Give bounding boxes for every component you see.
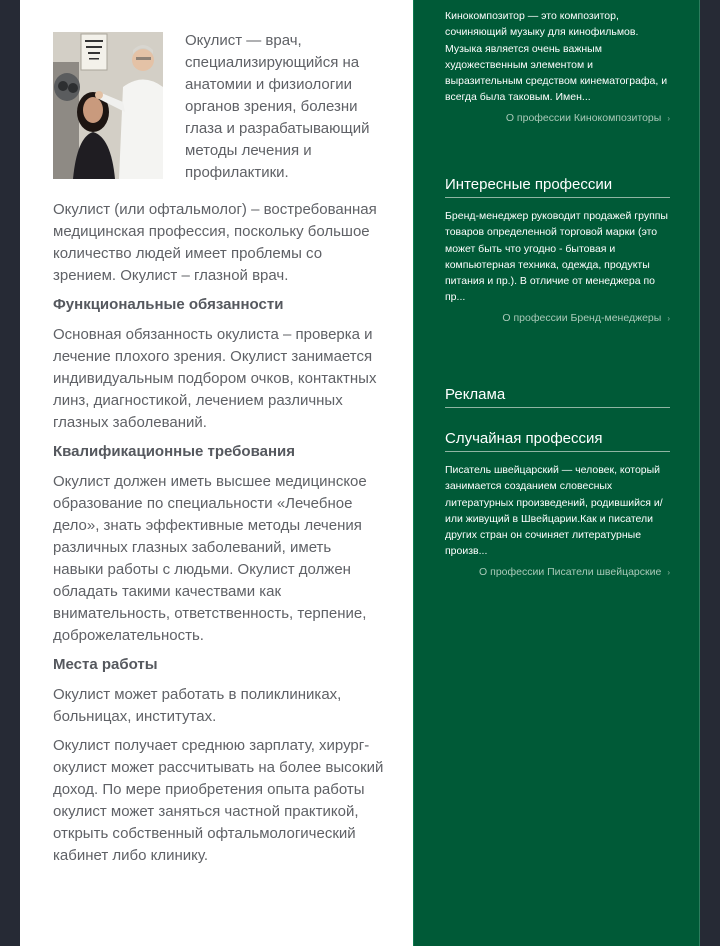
chevron-right-icon: › [667,113,670,123]
composer-link-label: О профессии Кинокомпозиторы [505,111,662,124]
interesting-professions-title: Интересные профессии [445,176,670,198]
article-paragraph: Окулист должен иметь высшее медицинское образование по специальности «Лечебное дело», знать эффективные методы лечения различных глазных заболеваний, иметь навыки работы с людьми. Окулист должен обладать такими качествами как внимательность, ответственность, терпение, доброжелательность. [53,473,367,644]
sidebar-ads-block [445,386,670,430]
oculist-photo [53,32,163,179]
brand-manager-profession-link[interactable] [445,312,670,324]
composer-description: Кинокомпозитор — это композитор, сочиняющий музыку для кинофильмов. Музыка является очень важным художественным элементом и выразительным средством кинематографа, и всегда была таковым. Имен... [445,10,668,104]
sidebar-interesting-block [445,176,670,386]
article [20,0,413,946]
article-paragraph: Окулист получает среднюю зарплату, хирург-окулист может рассчитывать на более высокий доход. По мере приобретения опыта работы окулист может заняться частной практикой, открыть собственный офтальмологический кабинет либо клинику. [53,737,384,864]
section-heading-requirements: Квалификационные требования [53,443,295,460]
oculist-photo-illustration [53,32,163,179]
article-paragraph: Окулист может работать в поликлиниках, больницах, институтах. [53,686,342,725]
chevron-right-icon: › [667,313,670,323]
brand-manager-description: Бренд-менеджер руководит продажей группы товаров определенной торговой марки (это может быть что угодно - бытовая и компьютерная техника, одежда, продукты питания и пр.). В отличие от менеджера по пр... [445,210,668,304]
swiss-writer-description: Писатель швейцарский — человек, который занимается созданием словесных литературных произведений, родившийся и/или живущий в Швейцарии.Как и писатели других стран он сочиняет литературные произв... [445,464,663,558]
sidebar [413,0,700,946]
composer-profession-link[interactable] [445,112,670,124]
page [20,0,700,946]
random-profession-title: Случайная профессия [445,430,670,452]
swiss-writer-profession-link[interactable] [445,566,670,578]
section-heading-workplaces: Места работы [53,656,158,673]
article-paragraph: Окулист (или офтальмолог) – востребованная медицинская профессия, поскольку большое количество людей имеет проблемы со зрением. Окулист – глазной врач. [53,201,377,284]
brand-link-label: О профессии Бренд-менеджеры [502,311,662,324]
sidebar-random-block [445,430,670,578]
article-paragraph: Основная обязанность окулиста – проверка и лечение плохого зрения. Окулист занимается индивидуальным подбором очков, контактных линз, диагностикой, лечением различных глазных заболеваний. [53,326,377,431]
article-intro [53,30,385,191]
sidebar-composer-block [445,8,670,176]
section-heading-duties: Функциональные обязанности [53,296,284,313]
chevron-right-icon: › [667,567,670,577]
article-intro-text: Окулист — врач, специализирующийся на анатомии и физиологии органов зрения, болезни глаза и разрабатывающий методы лечения и профилактики. [185,32,370,181]
writer-link-label: О профессии Писатели швейцарские [479,565,662,578]
ads-title: Реклама [445,386,670,408]
